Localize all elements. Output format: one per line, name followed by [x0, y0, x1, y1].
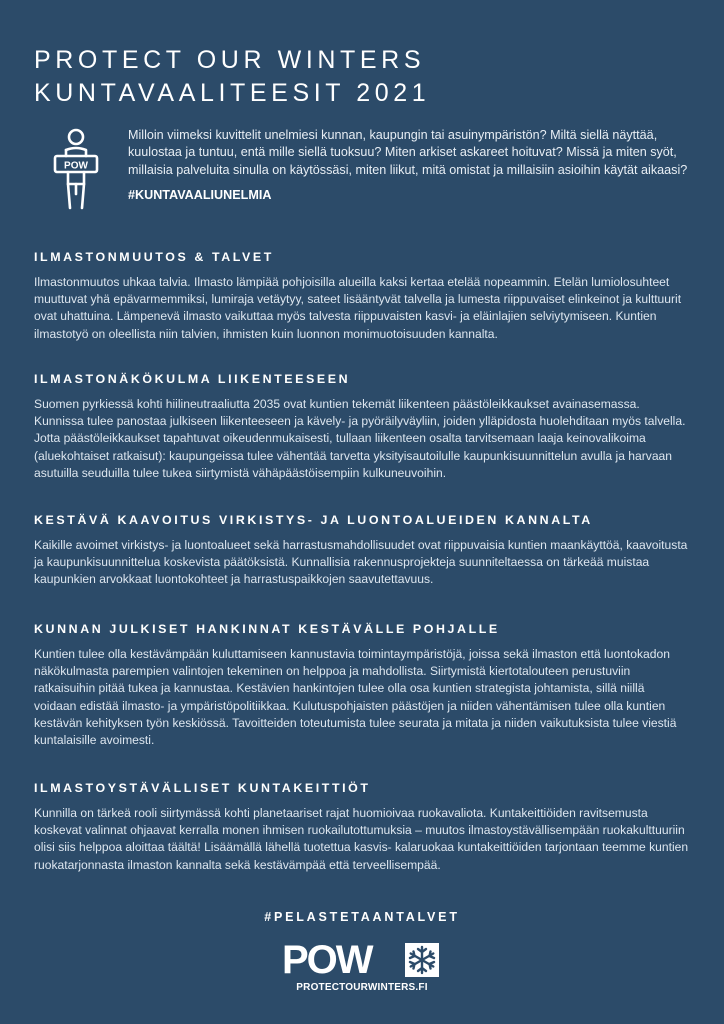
pow-logo[interactable]: [282, 938, 442, 998]
section-heading: KUNNAN JULKISET HANKINNAT KESTÄVÄLLE POHJALLE: [34, 622, 500, 636]
section-traffic: [34, 372, 690, 482]
section-body: Suomen pyrkiessä kohti hiilineutraaliutta 2035 ovat kuntien tekemät liikenteen päästöleikkaukset avainasemassa. Kunnissa tulee panostaa julkiseen liikenteeseen ja kävely- ja pyöräilyväyliin, joiden ylläpidosta huolehditaan myös talvella. Jotta päästöleikkaukset tapahtuvat oikeudenmukaisesti, tullaan liikenteen osalta tarvitsemaan laaja keinovalikoima (aluekohtaiset ratkaisut): kaupungeissa tulee vähentää tarvetta yksityisautoilulle kaupunkisuunnittelun avulla ja harvaan asutuilla seuduilla tulee tukea siirtymistä vähäpäästöisempiin kulkuneuvoihin.: [34, 397, 686, 480]
section-climate-change-winters: [34, 250, 690, 343]
footer-hashtag: #PELASTETAANTALVET: [264, 910, 460, 924]
section-municipal-kitchens: [34, 781, 690, 874]
intro-block: [128, 127, 690, 205]
section-zoning: [34, 513, 690, 589]
intro-text: Milloin viimeksi kuvittelit unelmiesi kunnan, kaupungin tai asuinympäristön? Miltä siellä näyttää, kuulostaa ja tuntuu, entä mille siellä tuoksuu? Miten arkiset askareet hoituvat? Missä ja miten syöt, millaisia palveluita sinulla on käytössäsi, miten liikut, mitä omistat ja millaisiin asioihin käytät aikaasi?: [128, 128, 688, 177]
page-title: [34, 44, 430, 110]
intro-hashtag: #KUNTAVAALIUNELMIA: [128, 188, 272, 203]
snowflake-icon: [405, 943, 439, 977]
title-line-1: PROTECT OUR WINTERS: [34, 46, 426, 74]
section-heading: KESTÄVÄ KAAVOITUS VIRKISTYS- JA LUONTOALUEIDEN KANNALTA: [34, 513, 593, 527]
section-heading: ILMASTONMUUTOS & TALVET: [34, 250, 274, 264]
pow-logo-wordmark: POW: [282, 938, 372, 982]
section-heading: ILMASTOYSTÄVÄLLISET KUNTAKEITTIÖT: [34, 781, 371, 795]
section-public-procurement: [34, 622, 690, 749]
title-line-2: KUNTAVAALITEESIT 2021: [34, 79, 431, 107]
svg-text:POW: POW: [64, 160, 88, 172]
section-heading: ILMASTONÄKÖKULMA LIIKENTEESEEN: [34, 372, 351, 386]
section-body: Kunnilla on tärkeä rooli siirtymässä kohti planetaariset rajat huomioivaa ruokavaliota. Kuntakeittiöiden ravitsemusta koskevat valinnat ohjaavat kerralla monen ihmisen ruokailutottumuksia – muutos ilmastoystävällisempään ruokakulttuuriin olisi siis helppoa aloittaa täältä! Lisäämällä lähellä tuotettua kasvis- kalaruokaa kuntakeittiöiden tarjontaan teemme kuntien ruokatarjonnasta ilmaston kannalta sekä kestävämpää että terveellisempää.: [34, 806, 689, 872]
section-body: Kaikille avoimet virkistys- ja luontoalueet sekä harrastusmahdollisuudet ovat riippuvaisia kuntien maankäyttöä, kaavoitusta ja kaupunkisuunnittelua koskevista päätöksistä. Kunnallisia rakennusprojekteja suunniteltaessa on tärkeää muistaa kaupunkien arvokkaat luontokohteet ja harrastuspaikkojen saavutettavuus.: [34, 538, 688, 587]
section-body: Kuntien tulee olla kestävämpään kuluttamiseen kannustavia toimintaympäristöjä, joissa sekä ilmaston että luontokadon näkökulmasta parempien valintojen tekeminen on helppoa ja mahdollista. Siirtymistä kiertotalouteen perustuviin ratkaisuihin pitää tukea ja kannustaa. Kestävien hankintojen tulee olla osa kuntien strategista johtamista, sillä niillä voidaan edistää ilmasto- ja ympäristöpolitiikkaa. Kulutuspohjaisten päästöjen ja niiden vähentämisen tulee olla kuntien kestävän kehityksen työn keskiössä. Tavoitteiden toteutumista tulee seurata ja mitata ja niiden vaikutuksista tulee viestiä kuntalaisille avoimesti.: [34, 647, 677, 748]
section-body: Ilmastonmuutos uhkaa talvia. Ilmasto lämpiää pohjoisilla alueilla kaksi kertaa etelää nopeammin. Etelän lumiolosuhteet muuttuvat yhä epävarmemmiksi, lumiraja vetäytyy, sateet lisääntyvät talvella ja lumesta riippuvaiset elinkeinot ja kulttuurit ovat uhattuina. Lämpenevä ilmasto vaikuttaa myös talvesta riippuvaisten kasvi- ja eläinlajien selviytymiseen. Kuntien ilmastotyö on oleellista niin talvien, ihmisten kuin luonnon monimuotoisuuden kannalta.: [34, 275, 682, 341]
website-link[interactable]: PROTECTOURWINTERS.FI: [296, 982, 428, 993]
person-holding-pow-sign-icon: [52, 128, 100, 212]
